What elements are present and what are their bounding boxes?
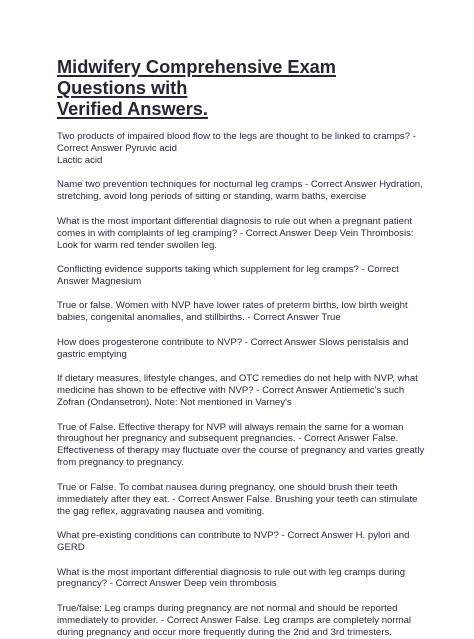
question-answer-line: Two products of impaired blood flow to the legs are thought to be linked to cramps? - (57, 131, 416, 142)
question-answer-item (57, 603, 428, 639)
question-answer-line: True of False. Effective therapy for NVP will always remain the same for a woman (57, 421, 404, 433)
question-answer-item (57, 482, 428, 518)
question-answer-line: immediately to provider. - Correct Answer False. Leg cramps are completely normal (57, 614, 412, 626)
document-title (57, 57, 428, 120)
question-answer-line: gastric emptying (57, 348, 127, 360)
question-answer-item (57, 337, 428, 361)
question-answer-item (57, 300, 428, 324)
question-answer-line: medicine has shown to be effective with NVP? - Correct Answer Antiemetic's such (57, 385, 405, 397)
question-answer-line: GERD (57, 542, 85, 553)
question-answer-line: Answer Magnesium (57, 275, 142, 287)
question-answer-line: immediately after they eat. - Correct Answer False. Brushing your teeth can stimulate (57, 493, 418, 505)
question-answer-line: True or false. Women with NVP have lower rates of preterm births, low birth weight (57, 300, 408, 312)
question-answer-line: Look for warm red tender swollen leg. (57, 239, 217, 251)
question-answer-line: Zofran (Ondansetron). Note: Not mentioned in Varney's (57, 397, 292, 409)
question-answer-line: pregnancy? - Correct Answer Deep vein thrombosis (57, 578, 277, 590)
question-answer-line: What is the most important differential diagnosis to rule out when a pregnant patient (57, 215, 412, 227)
question-answer-line: How does progesterone contribute to NVP? - Correct Answer Slows peristalsis and (57, 336, 409, 348)
question-answer-line: True or False. To combat nausea during pregnancy, one should brush their teeth (57, 481, 398, 493)
question-answer-line: Name two prevention techniques for nocturnal leg cramps - Correct Answer Hydration, (57, 179, 423, 191)
question-answer-line: stretching, avoid long periods of sitting or standing, warm baths, exercise (57, 191, 367, 203)
question-answer-item (57, 422, 428, 470)
question-answer-item (57, 567, 428, 591)
question-answer-line: If dietary measures, lifestyle changes, and OTC remedies do not help with NVP, what (57, 373, 418, 385)
question-answer-list (57, 131, 428, 639)
question-answer-line: during pregnancy and occur more frequently during the 2nd and 3rd trimesters. (57, 626, 392, 638)
question-answer-line: Effectiveness of therapy may fluctuate over the course of pregnancy and varies greatly (57, 445, 425, 457)
question-answer-line: Correct Answer Pyruvic acid (57, 142, 177, 154)
document-title-line-1: Midwifery Comprehensive Exam Questions with (57, 57, 336, 98)
question-answer-line: comes in with complaints of leg cramping? - Correct Answer Deep Vein Thrombosis: (57, 227, 414, 239)
question-answer-line: Conflicting evidence supports taking which supplement for leg cramps? - Correct (57, 264, 399, 276)
question-answer-line: the gag reflex, aggravating nausea and vomiting. (57, 505, 265, 517)
question-answer-line: babies, congenital anomalies, and stillbirths. - Correct Answer True (57, 312, 341, 324)
question-answer-item (57, 216, 428, 252)
question-answer-line: Lactic acid (57, 154, 103, 166)
question-answer-line: throughout her pregnancy and subsequent pregnancies. - Correct Answer False. (57, 433, 399, 445)
question-answer-item (57, 131, 428, 167)
question-answer-item (57, 530, 428, 554)
question-answer-line: What is the most important differential diagnosis to rule out with leg cramps during (57, 566, 406, 578)
question-answer-item (57, 264, 428, 288)
document-title-line-2: Verified Answers. (57, 99, 208, 119)
question-answer-line: from pregnancy to pregnancy. (57, 457, 184, 469)
question-answer-line: What pre-existing conditions can contribute to NVP? - Correct Answer H. pylori and (57, 530, 410, 542)
question-answer-item (57, 373, 428, 409)
question-answer-line: True/false: Leg cramps during pregnancy are not normal and should be reported (57, 602, 398, 614)
question-answer-item (57, 179, 428, 203)
